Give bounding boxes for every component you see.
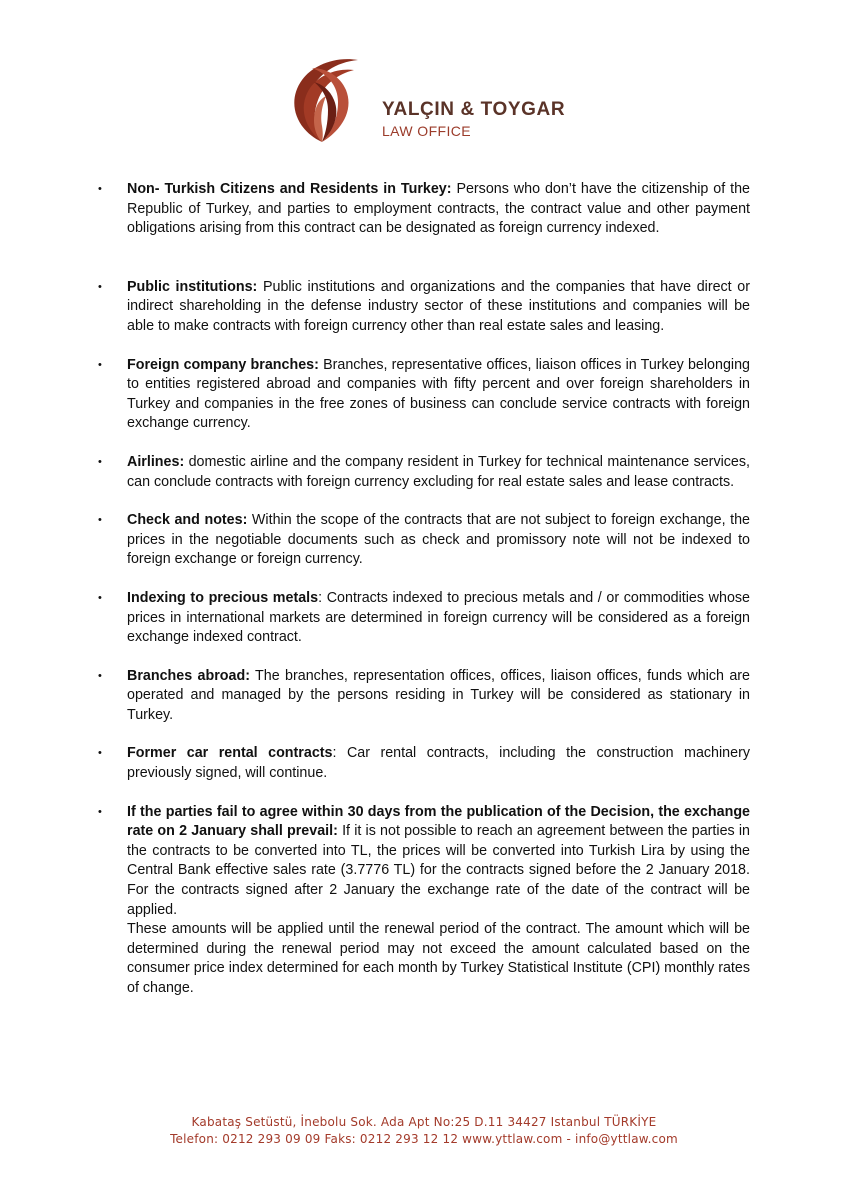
- item-title: If the parties fail to agree within 30 days from the publication of the Decision, the exchange rate on 2 January shall prevail:: [127, 803, 750, 840]
- letterhead: [270, 48, 590, 148]
- item-title: Check and notes:: [127, 512, 248, 529]
- item-text: domestic airline and the company resident in Turkey for technical maintenance services, can conclude contracts with foreign currency excluding for real estate sales and lease contracts.: [127, 453, 750, 490]
- list-item: [98, 803, 750, 999]
- list-item: [98, 180, 750, 239]
- list-item: [98, 511, 750, 570]
- item-text: Branches, representative offices, liaison offices in Turkey belonging to entities registered abroad and companies with fifty percent and over foreign shareholders in Turkey and companies in the free zones of business can conclude service contracts with foreign exchange currency.: [127, 356, 750, 432]
- list-item: [98, 667, 750, 726]
- item-text: Public institutions and organizations and the companies that have direct or indirect shareholding in the defense industry sector of these institutions and companies will be able to make contracts with foreign currency other than real estate sales and leasing.: [127, 278, 750, 334]
- bullet: •: [98, 358, 102, 371]
- bullet: •: [98, 514, 102, 527]
- item-text: : Car rental contracts, including the construction machinery previously signed, will continue.: [127, 745, 750, 782]
- firm-logo-icon: [282, 50, 362, 146]
- item-title: Airlines:: [127, 453, 185, 470]
- firm-name: YALÇIN & TOYGAR: [382, 99, 566, 120]
- document-body: [98, 180, 750, 999]
- bullet: •: [98, 747, 102, 760]
- item-text: The branches, representation offices, offices, liaison offices, funds which are operated and managed by the persons residing in Turkey will be considered as stationary in Turkey.: [127, 667, 750, 723]
- item-title: Indexing to precious metals: [127, 589, 319, 606]
- bullet: •: [98, 280, 102, 293]
- bullet: •: [98, 455, 102, 468]
- item-text: : Contracts indexed to precious metals and / or commodities whose prices in international markets are determined in foreign currency will be considered as a foreign exchange indexed contract.: [127, 589, 751, 646]
- item-title: Former car rental contracts: [127, 745, 333, 762]
- item-title: Non- Turkish Citizens and Residents in Turkey:: [127, 181, 452, 197]
- list-item: [98, 589, 750, 648]
- bullet: •: [98, 805, 102, 818]
- item-title: Branches abroad:: [127, 667, 250, 684]
- list-item: [98, 453, 750, 492]
- bullet: •: [98, 591, 102, 604]
- item-text: Persons who don’t have the citizenship of the Republic of Turkey, and parties to employment contracts, the contract value and other payment obligations arising from this contract can be designated as foreign currency indexed.: [127, 181, 750, 237]
- footer-contact: Telefon: 0212 293 09 09 Faks: 0212 293 12 12 www.yttlaw.com - info@yttlaw.com: [170, 1132, 678, 1146]
- item-text: Within the scope of the contracts that are not subject to foreign exchange, the prices in the negotiable documents such as check and promissory note will not be indexed to foreign exchange or foreign currency.: [127, 512, 750, 568]
- item-text: If it is not possible to reach an agreement between the parties in the contracts to be converted into TL, the prices will be converted into Turkish Lira by using the Central Bank effective sales rate (3.7776 TL) for the contracts signed before the 2 January 2018. For the contracts signed after 2 January the exchange rate of the date of the contract will be applied.: [127, 823, 750, 918]
- item-continuation-text: These amounts will be applied until the renewal period of the contract. The amount which will be determined during the renewal period may not exceed the amount calculated based on the consumer price index determined for each month by Turkey Statistical Institute (CPI) monthly rates of change.: [127, 921, 750, 996]
- bullet: •: [98, 669, 102, 682]
- list-item: [98, 278, 750, 337]
- footer-address: Kabataş Setüstü, İnebolu Sok. Ada Apt No:25 D.11 34427 Istanbul TÜRKİYE: [191, 1115, 657, 1129]
- item-title: Foreign company branches:: [127, 356, 319, 373]
- firm-subtitle: LAW OFFICE: [382, 123, 472, 139]
- list-item: [98, 356, 750, 434]
- bullet: •: [98, 183, 102, 195]
- item-title: Public institutions:: [127, 278, 258, 295]
- list-item: [98, 744, 750, 783]
